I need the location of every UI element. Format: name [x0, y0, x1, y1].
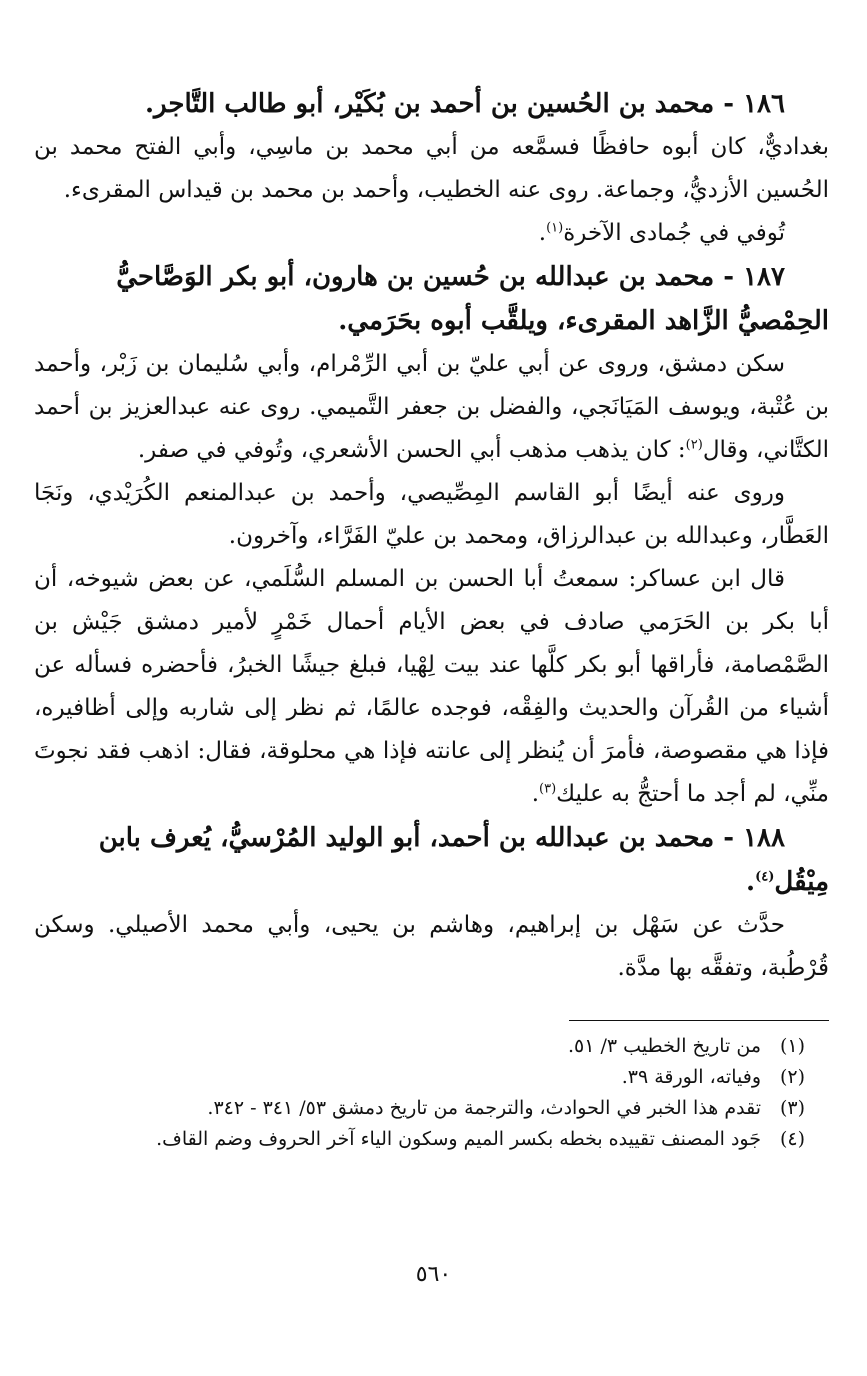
entry-187-paragraph-1-a: سكن دمشق، وروى عن أبي عليّ بن أبي الرِّمْرام، وأبي سُليمان بن زَبْر، وأحمد بن عُتْبة، ويوسف المَيَانَجي، والفضل بن جعفر التَّميمي. روى عنه عبدالعزيز بن أحمد الكتَّاني، وقال [34, 351, 829, 463]
entry-186-heading: ١٨٦ - محمد بن الحُسين بن أحمد بن بُكَيْر، أبو طالب التَّاجر. [145, 89, 785, 119]
footnotes [34, 1031, 829, 1155]
entry-186-paragraph-1: بغداديٌّ، كان أبوه حافظًا فسمَّعه من أبي محمد بن ماسِي، وأبي الفتح محمد بن الحُسين الأزديُّ، وجماعة. روى عنه الخطيب، وأحمد بن محمد بن قيداس المقرىء. [34, 134, 829, 203]
entry-188-heading [34, 816, 829, 904]
entry-187-paragraph-1-b: : كان يذهب مذهب أبي الحسن الأشعري، وتُوفي في صفر. [137, 437, 686, 463]
footnote-ref-3[interactable]: (٣) [539, 781, 557, 797]
footnote-number: (٢) [779, 1066, 805, 1088]
entry-188-heading-tail: . [746, 867, 756, 897]
footnote-1 [34, 1031, 805, 1062]
footnote-2 [34, 1062, 805, 1093]
entry-187-paragraph-3-text: قال ابن عساكر: سمعتُ أبا الحسن بن المسلم السُّلَمي، عن بعض شيوخه، أن أبا بكر بن الحَرَمي صادف في بعض الأيام أحمال خَمْرٍ لأمير دمشق جَيْش بن الصَّمْصامة، فأراقها أبو بكر كلَّها عند بيت لِهْيا، فبلغ جيشًا الخبرُ، فأحضره فسأله عن أشياء من القُرآن والحديث والفِقْه، فوجده عالمًا، ثم نظر إلى شاربه وإلى أظافيره، فإذا هي مقصوصة، فأمرَ أن يُنظر إلى عانته فإذا هي محلوقة، فقال: اذهب فقد نجوتَ منِّي، لم أجد ما أحتجُّ به عليك [34, 566, 829, 807]
entry-186-death-text: تُوفي في جُمادى الآخرة [563, 220, 785, 246]
footnote-text: تقدم هذا الخبر في الحوادث، والترجمة من تاريخ دمشق ٥٣/ ٣٤١ - ٣٤٢. [207, 1097, 761, 1119]
footnote-text: جَود المصنف تقييده بخطه بكسر الميم وسكون الياء آخر الحروف وضم القاف. [156, 1128, 761, 1150]
footnote-text: من تاريخ الخطيب ٣/ ٥١. [567, 1035, 761, 1057]
footnote-ref-4[interactable]: (٤) [755, 869, 775, 885]
footnote-separator [569, 1020, 829, 1021]
page-number: ٥٦٠ [415, 1262, 452, 1287]
footnote-ref-2[interactable]: (٢) [685, 437, 703, 453]
footnote-3 [34, 1093, 805, 1124]
footnote-number: (١) [779, 1035, 805, 1057]
entry-187-heading: ١٨٧ - محمد بن عبدالله بن حُسين بن هارون، أبو بكر الوَصَّاحيُّ الحِمْصيُّ الزَّاهد المقرىء، ويلقَّب أبوه بحَرَمي. [116, 262, 829, 336]
footnote-4 [34, 1124, 805, 1155]
entry-186-death-tail: . [538, 220, 547, 246]
footnote-ref-1[interactable]: (١) [546, 220, 564, 236]
entry-186-paragraph-2 [34, 212, 829, 255]
footnote-number: (٣) [779, 1097, 805, 1119]
footnote-text: وفياته، الورقة ٣٩. [621, 1066, 761, 1088]
entry-187-paragraph-2: وروى عنه أيضًا أبو القاسم المِصِّيصي، وأحمد بن عبدالمنعم الكُرَيْدي، ونَجَا العَطَّار، وعبدالله بن عبدالرزاق، ومحمد بن عليّ الفَرَّاء، وآخرون. [34, 480, 829, 549]
entry-187-paragraph-3 [34, 558, 829, 816]
entry-187-paragraph-1 [34, 343, 829, 472]
entry-187-paragraph-3-tail: . [531, 781, 540, 807]
entry-188-paragraph-1: حدَّث عن سَهْل بن إبراهيم، وهاشم بن يحيى، وأبي محمد الأصيلي. وسكن قُرْطُبة، وتفقَّه بها مدَّة. [34, 912, 829, 981]
entry-188-heading-text: ١٨٨ - محمد بن عبدالله بن أحمد، أبو الوليد المُرْسيُّ، يُعرف بابن مِيْقُل [98, 823, 829, 897]
footnote-number: (٤) [779, 1128, 805, 1150]
